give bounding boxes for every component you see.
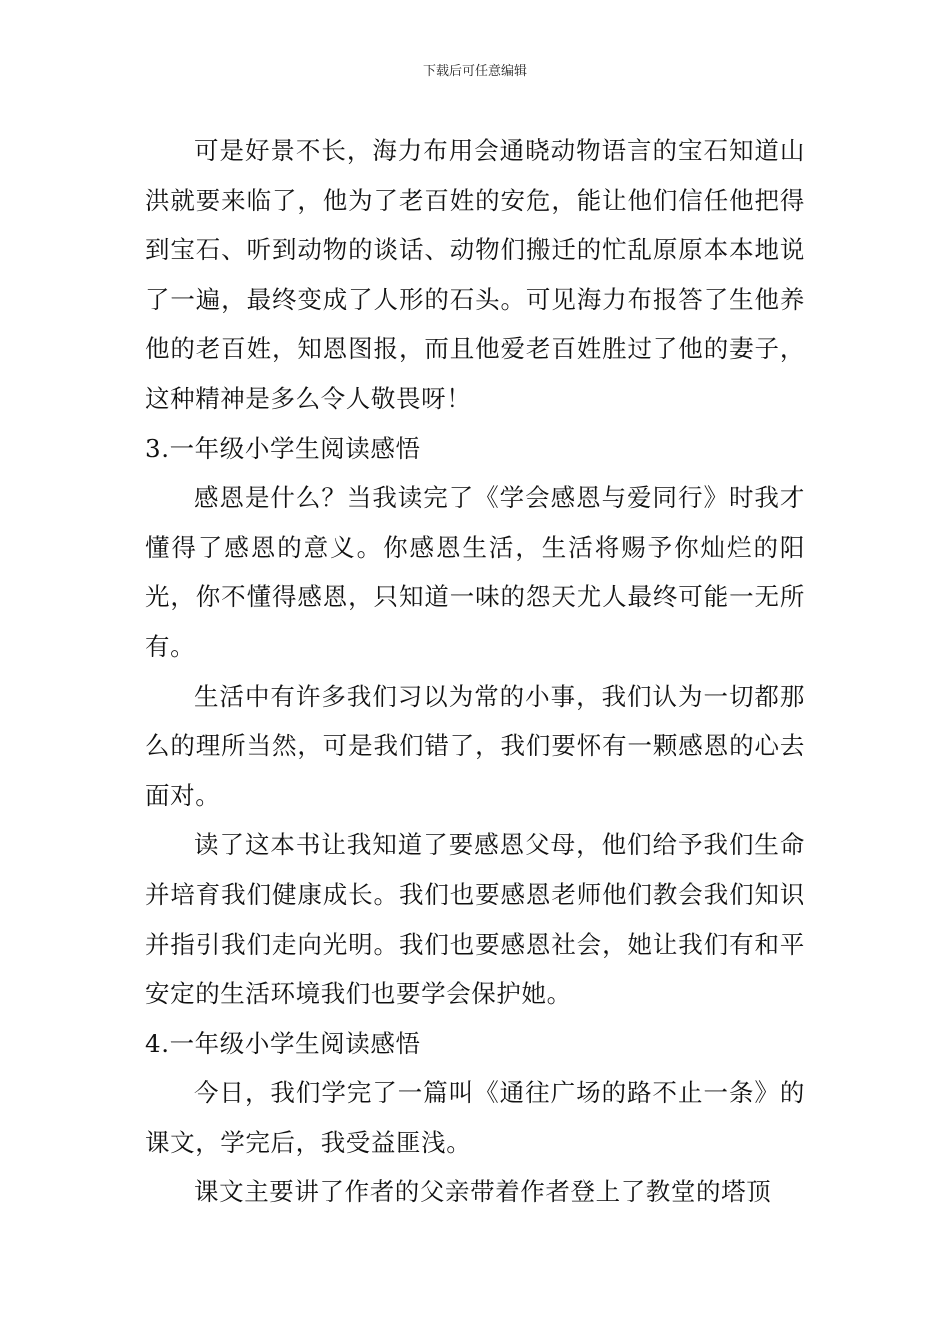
paragraph-1: 可是好景不长，海力布用会通晓动物语言的宝石知道山洪就要来临了，他为了老百姓的安危，能让他们信任他把得到宝石、听到动物的谈话、动物们搬迁的忙乱原原本本地说了一遍，最终变成了人形的石头。可见海力布报答了生他养他的老百姓，知恩图报，而且他爱老百姓胜过了他的妻子，这种精神是多么令人敬畏呀！: [145, 136, 805, 413]
page-header-note: 下载后可任意编辑: [422, 64, 527, 79]
document-body: [145, 126, 805, 1217]
paragraph-3: 生活中有许多我们习以为常的小事，我们认为一切都那么的理所当然，可是我们错了，我们要怀有一颗感恩的心去面对。: [145, 681, 805, 810]
section-heading-4: 4.一年级小学生阅读感悟: [145, 1028, 421, 1058]
paragraph-5: 今日，我们学完了一篇叫《通往广场的路不止一条》的课文，学完后，我受益匪浅。: [145, 1078, 805, 1157]
paragraph-6: 课文主要讲了作者的父亲带着作者登上了教堂的塔顶: [194, 1177, 772, 1207]
paragraph-4: 读了这本书让我知道了要感恩父母，他们给予我们生命并培育我们健康成长。我们也要感恩老师他们教会我们知识并指引我们走向光明。我们也要感恩社会，她让我们有和平安定的生活环境我们也要学会保护她。: [145, 830, 805, 1009]
section-heading-3: 3.一年级小学生阅读感悟: [145, 433, 421, 463]
paragraph-2: 感恩是什么？当我读完了《学会感恩与爱同行》时我才懂得了感恩的意义。你感恩生活，生活将赐予你灿烂的阳光，你不懂得感恩，只知道一味的怨天尤人最终可能一无所有。: [145, 483, 805, 661]
